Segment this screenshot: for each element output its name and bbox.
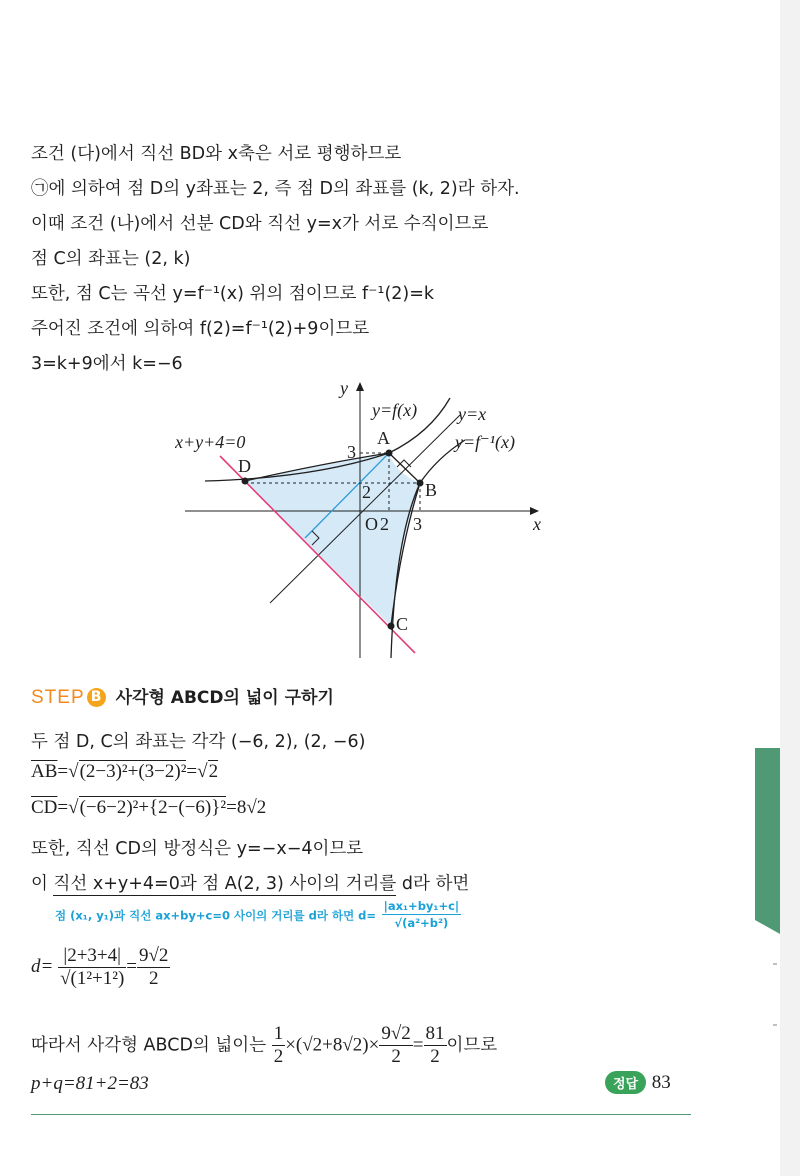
- point-C: [388, 623, 395, 630]
- final-answer-line: p+q=81+2=83: [31, 1073, 149, 1094]
- d-fraction-2: [137, 945, 170, 990]
- side-mark: [773, 1024, 777, 1026]
- area-prefix: 따라서 사각형 ABCD의 넓이는: [31, 1035, 267, 1056]
- body-line-area: 따라서 사각형 ABCD의 넓이는 $\frac{1}{2}$ ×(√2+8√2)× $\frac{9√2}{2}$ = $\frac{81}{2}$ 이므로: [31, 1023, 498, 1067]
- ab-radicand: (2−3)²+(3−2)²: [79, 761, 187, 782]
- hint-fraction-numerator: |ax₁+by₁+c|: [383, 899, 460, 913]
- area-fraction-1-den: 2: [273, 1046, 284, 1067]
- bottom-rule: [31, 1114, 691, 1115]
- tick-x-2: 2: [380, 514, 389, 534]
- chapter-side-tab: [755, 748, 780, 920]
- x-axis-label: x: [533, 514, 541, 534]
- hint-text: 점 (x₁, y₁)과 직선 ax+by+c=0 사이의 거리를 d라 하면 d=: [55, 908, 377, 923]
- answer-box: [605, 1071, 671, 1094]
- text-line-3: 이때 조건 (나)에서 선분 CD와 직선 y=x가 서로 수직이므로: [31, 214, 489, 234]
- tick-y-2: 2: [362, 482, 371, 502]
- distance-prefix: 이: [31, 874, 48, 894]
- point-B: [417, 480, 424, 487]
- tick-y-3: 3: [347, 442, 356, 462]
- label-A: A: [377, 428, 390, 448]
- distance-underlined: 직선 x+y+4=0과 점 A(2, 3) 사이의 거리를: [53, 874, 397, 894]
- y-axis-label: y: [340, 378, 348, 398]
- area-fraction-3-num: 81: [425, 1023, 445, 1044]
- area-fraction-1: [272, 1023, 286, 1068]
- body-line-cd-equation: 또한, 직선 CD의 방정식은 y=−x−4이므로: [31, 839, 364, 859]
- cd-result: 8√2: [236, 797, 267, 818]
- distance-suffix: d라 하면: [401, 874, 470, 894]
- area-fraction-2-den: 2: [391, 1046, 401, 1067]
- answer-badge: 정답: [605, 1071, 646, 1094]
- function-graph: [175, 378, 575, 663]
- area-fraction-2-num: 9√2: [381, 1023, 411, 1044]
- d-fraction-1: [58, 945, 126, 990]
- tick-x-3: 3: [413, 514, 422, 534]
- step-letter-badge: B: [87, 688, 106, 707]
- body-line-AB: $\overline{AB}=√(2-3)^2+(3-2)^2=√2$: [31, 761, 219, 782]
- area-fraction-3: [424, 1023, 447, 1068]
- area-fraction-3-den: 2: [430, 1046, 440, 1067]
- hint-formula: [55, 898, 461, 931]
- step-heading: [31, 683, 334, 709]
- ab-result-radicand: 2: [208, 761, 219, 782]
- side-mark: [773, 963, 777, 965]
- hint-fraction-denominator: √(a²+b²): [394, 916, 449, 930]
- cd-radicand: (−6−2)²+{2−(−6)}²: [79, 797, 227, 818]
- segment-CD-label: $\overline{CD}$: [31, 797, 58, 818]
- d-fraction-1-den: √(1²+1²): [60, 968, 125, 989]
- text-line-2: ㉠에 의하여 점 D의 y좌표는 2, 즉 점 D의 좌표를 (k, 2)라 하자.: [31, 179, 520, 199]
- origin-label: O: [365, 514, 378, 534]
- label-y-eq-x: y=x: [458, 404, 487, 424]
- point-D: [242, 478, 249, 485]
- label-B: B: [425, 480, 438, 500]
- text-line-6: 주어진 조건에 의하여 f(2)=f⁻¹(2)+9이므로: [31, 319, 370, 339]
- area-suffix: 이므로: [446, 1035, 498, 1056]
- body-line-distance: [31, 870, 469, 895]
- point-A: [386, 450, 393, 457]
- area-fraction-1-num: 1: [273, 1023, 284, 1044]
- text-line-7: 3=k+9에서 k=−6: [31, 354, 183, 374]
- label-C: C: [396, 614, 409, 634]
- segment-AB-label: $\overline{AB}$: [31, 761, 58, 782]
- text-line-1: 조건 (다)에서 직선 BD와 x축은 서로 평행하므로: [31, 144, 402, 164]
- hint-fraction: [382, 898, 461, 931]
- body-line-CD: $\overline{CD}=√(-6-2)^2+\{2-(-6)\}^2=8√2$: [31, 797, 267, 818]
- d-fraction-1-num: |2+3+4|: [58, 945, 126, 968]
- label-line-eq: x+y+4=0: [175, 432, 246, 452]
- d-fraction-2-den: 2: [148, 968, 159, 989]
- body-line-coords: 두 점 D, C의 좌표는 각각 (−6, 2), (2, −6): [31, 732, 366, 752]
- text-line-4: 점 C의 좌표는 (2, k): [31, 249, 191, 269]
- label-D: D: [238, 456, 251, 476]
- label-y-eq-finv: y=f⁻¹(x): [455, 432, 516, 452]
- label-y-eq-fx: y=f(x): [372, 400, 418, 420]
- body-line-d-value: d= $\frac{|2+3+4|}{\text{√(1²+1²)}}$ = $\frac{9√2}{2}$: [31, 945, 169, 989]
- area-fraction-2: [379, 1023, 412, 1068]
- step-title: 사각형 ABCD의 넓이 구하기: [115, 688, 334, 708]
- y-axis-arrow: [356, 382, 364, 391]
- answer-value: 83: [651, 1072, 671, 1093]
- text-line-5: 또한, 점 C는 곡선 y=f⁻¹(x) 위의 점이므로 f⁻¹(2)=k: [31, 284, 435, 304]
- d-fraction-2-num: 9√2: [139, 945, 169, 966]
- area-middle: ×(√2+8√2)×: [285, 1034, 380, 1056]
- d-lhs: d=: [31, 955, 54, 977]
- step-label: STEP: [31, 687, 85, 708]
